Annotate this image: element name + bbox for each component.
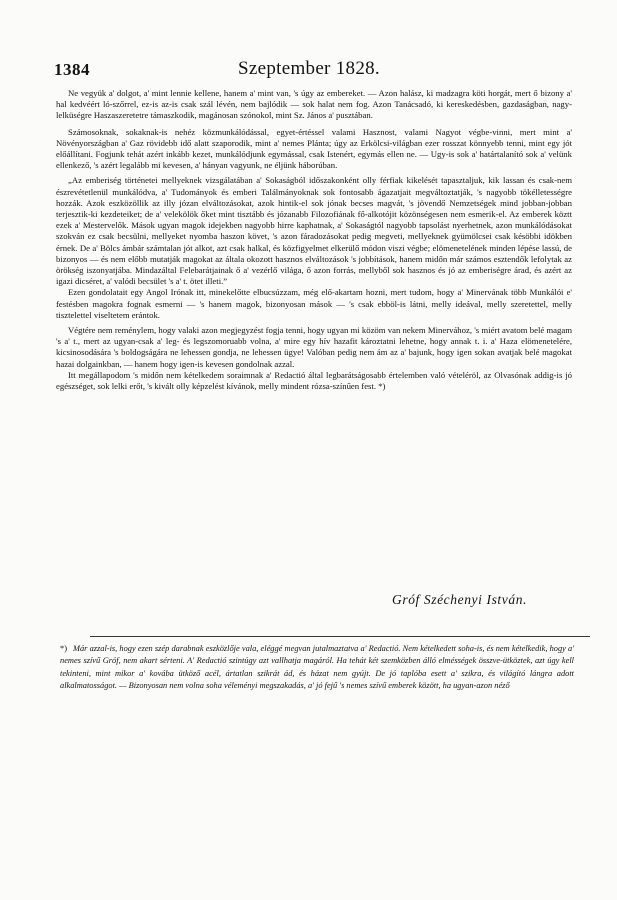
paragraph-6: Itt megállapodom 's midőn nem kételkedem soraimnak a' Redactió által legbarátságosabb értelemben való vételéröl, az Olvasónak addig-is jó egészséget, sok lelki erőt, 's kivált olly képzelést kívánok, melly mindent rózsa-színűen fest. *) bbox=[56, 369, 572, 392]
paragraph-1: Ne vegyük a' dolgot, a' mint lennie kellene, hanem a' mint van, 's úgy az embereket. — Azon halász, ki madzagra köti horgát, mert ő bizony a' hal kedvéért ló-szőrrel, ez-is az-is csak szál lévén, nem bajlódik — sok halat nem fog. Azon Tanácsadó, ki kereskedésben, gazdaságban, nagy-lelküségre Haszaszeretetre támaszkodik, magánosan szónokol, mint Sz. János a' pusztában. bbox=[56, 88, 572, 121]
paragraph-2: Számosoknak, sokaknak-is nehéz közmunkálódással, egyet-értéssel valami Hasznost, valami Nagyot végbe-vinni, mert mint a' Növényországban a' Gaz rövidebb idő alatt szaporodik, mint a' nemes Plánta; úgy az Erkölcsi-világban ezer rosszat könnyebb tenni, mint egy jót előállítani. Fogjunk tehát azért inkább kezet, munkálódjunk egymással, csak Istenért, egymás ellen ne. — Ugy-is sok a' határtalanító sok a' velünk ellenkező, 's azért legalább mi kevesen, a' hányan vagyunk, ne éljünk háborúban. bbox=[56, 126, 572, 171]
paragraph-4: Ezen gondolatait egy Angol Irónak itt, minekelőtte elbucsúzzam, még elő-akartam hozni, mert tudom, hogy a' Minervának több Munkálói e' festésben magokra fognak esmerni — 's hanem magok, bizonyosan mások — 's csak ebböl-is látni, melly ideával, melly szeretettel, melly tisztelettel viseltetem erántok. bbox=[56, 287, 572, 320]
paragraph-5: Végtére nem reménylem, hogy valaki azon megjegyzést fogja tenni, hogy ugyan mi közöm van nekem Minervához, 's miért avatom belé magam 's a' t., mert az ugyan-csak a' leg- és legszomoruabb volna, a' mire egy hív hazafit károztatni lehetne, hogy annak t. i. a' Haza elömenetelére, kicsinosodására 's boldogságára ne lehessen gondja, ne lehessen ügye! Valóban pedig nem ám az a' bajunk, hogy igen sokan avatjak belé magokat hazai dolgainkban, — hanem hogy igen-is kevesen gondolnak azzal. bbox=[56, 325, 572, 369]
author-signature: Gróf Széchenyi István. bbox=[392, 592, 528, 607]
paragraph-quote: „Az emberiség történetei mellyeknek vizsgálatában a' Sokaságból időszakonként olly férfiak kikelését tapasztaljuk, kik lassan és csak-nem észrevétetlenül munkálódva, a' Tudományok és emberi Találmányoknak sok fontosabb ágazatjait megváltoztatják, 's nagyobb tökélletességre hozzák. Azok eszközöllik az illy józan elváltozásokat, azok hintik-el sok jónak becses magvát, 's jövendő Nemzetségek mind jobban-jobban terjesztik-ki kezdeteiket; de a' velekölök őket mint tisztább és józanabb Filozofiának fő-alkotójit közönségesen nem esmerik-el. Az emberek köztt ezek a' Mestervelők. Mások ugyan magok idejekben nagyobb hirre kaphatnak, a' Sokaságtól nagyobb tapsolást nyerhetnek, azon munkálódásokat szokván ez csak becsülni, mellyeket nyomba haszon követ, 's azon fáradozásokat pedig megveti, mellyeknek gyümölcsei csak késöbbi idökben érnek. De a' Bölcs ámbár számtalan jót alkot, azt csak halkal, és közfigyelmet elkerülő módon viszi végbe; elömenetelének minden lépése lassú, de bizonyos — és nem előbb mutatják magokat az általa okozott hasznos elváltozások 's jobbítások, hanem midőn már számos esztendők lefolytak az örökség iszonyatjába. Mindazáltal Felebarátjainak ő a' vezérlő világa, ő azon forrás, mellyből sok hasznos és jó az emberiségre árad, és azért az igazi dicséret, a' valódi becsület 's a' t. ötet illeti.” bbox=[56, 175, 572, 287]
running-head-date: Szeptember 1828. bbox=[238, 58, 380, 79]
footnote-marker: *) bbox=[60, 644, 67, 653]
article-body bbox=[56, 88, 572, 392]
page-number: 1384 bbox=[54, 60, 90, 79]
footnote bbox=[60, 643, 574, 693]
footnote-text: Már azzal-is, hogy ezen szép darabnak eszközlője vala, eléggé megvan jutalmaztatva a' Redactió. Nem kételkedett soha-is, és nem kételkedik, hogy a' nemes szívű Gróf, nem akart sérteni. A' Redactió szintúgy azt vallhatja magáról. Ha tehát két szemközben álló elmésségek összve-ütköztek, azt úgy kell tekinteni, mint mikor a' kovába ütköző acél, ártatlan szikrát ád, és házat nem gyújt. De jó taplóba esett a' szikra, és világító lángra adott alkalmatosságot. — Bizonyosan nem volna soha véleményi megszakadás, a' jó fejű 's nemes szívű emberek között, ha ugyan-azon néző bbox=[60, 644, 574, 691]
footnote-divider bbox=[90, 636, 590, 637]
page-header bbox=[54, 58, 574, 84]
